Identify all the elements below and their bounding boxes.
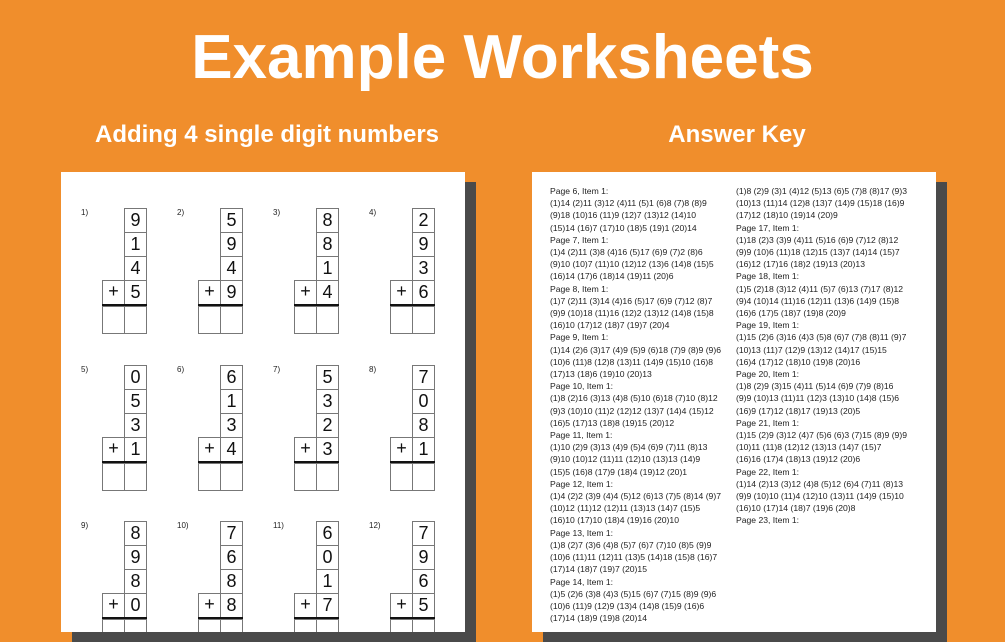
plus-sign: + <box>300 594 311 614</box>
sum-line <box>198 461 243 463</box>
digit-cell: 4 <box>220 437 243 462</box>
digit-cell: 5 <box>124 280 147 305</box>
answer-cell[interactable] <box>220 306 243 334</box>
answer-cell[interactable] <box>294 619 317 632</box>
digit-cell: 2 <box>412 208 435 233</box>
digit-cell: 1 <box>412 437 435 462</box>
plus-sign: + <box>204 281 215 301</box>
problem-1 <box>81 208 171 348</box>
problem-number: 7) <box>273 365 281 374</box>
problem-number: 10) <box>177 521 189 530</box>
operator-cell <box>390 437 413 462</box>
digit-cell: 6 <box>220 545 243 570</box>
digit-cell: 9 <box>124 208 147 233</box>
plus-sign: + <box>204 594 215 614</box>
digit-cell: 1 <box>124 437 147 462</box>
digit-cell: 9 <box>412 232 435 257</box>
sum-line <box>102 461 147 463</box>
digit-cell: 0 <box>316 545 339 570</box>
problem-number: 4) <box>369 208 377 217</box>
worksheet-heading: Adding 4 single digit numbers <box>94 121 439 148</box>
answer-key-column-2: (1)8 (2)9 (3)1 (4)12 (5)13 (6)5 (7)8 (8)17 (9)3 (10)13 (11)14 (12)8 (13)7 (14)9 (15)18 (16)9 (17)12 (18)10 (19)14 (20)9 Page 17, Item 1: (1)18 (2)3 (3)9 (4)11 (5)16 (6)9 (7)12 (8)12 (9)9 (10)6 (11)18 (12)15 (13)7 (14)14 (15)7 (16)12 (17)16 (18)2 (19)13 (20)13 Page 18, Item 1: (1)5 (2)18 (3)12 (4)11 (5)7 (6)13 (7)17 (8)12 (9)4 (10)14 (11)16 (12)11 (13)6 (14)9 (15)8 (16)6 (17)5 (18)7 (19)8 (20)9 Page 19, Item 1: (1)15 (2)6 (3)16 (4)3 (5)8 (6)7 (7)8 (8)11 (9)7 (10)13 (11)7 (12)9 (13)12 (14)17 (15)15 (16)4 (17)12 (18)10 (19)8 (20)16 Page 20, Item 1: (1)8 (2)9 (3)15 (4)11 (5)14 (6)9 (7)9 (8)16 (9)9 (10)13 (11)11 (12)3 (13)10 (14)8 (15)6 (16)9 (17)12 (18)17 (19)13 (20)5 Page 21, Item 1: (1)15 (2)9 (3)12 (4)7 (5)6 (6)3 (7)15 (8)9 (9)9 (10)11 (11)8 (12)12 (13)13 (14)7 (15)7 (16)16 (17)4 (18)13 (19)12 (20)6 Page 22, Item 1: (1)14 (2)13 (3)12 (4)8 (5)12 (6)4 (7)11 (8)13 (9)9 (10)10 (11)4 (12)10 (13)11 (14)9 (15)10 (16)10 (17)14 (18)7 (19)6 (20)8 Page 23, Item 1: <box>736 186 907 526</box>
sum-line <box>102 617 147 619</box>
digit-cell: 3 <box>412 256 435 281</box>
sum-line <box>390 304 435 306</box>
digit-cell: 2 <box>316 413 339 438</box>
answer-key-page <box>532 172 936 632</box>
plus-sign: + <box>300 281 311 301</box>
problem-number: 5) <box>81 365 89 374</box>
problem-number: 3) <box>273 208 281 217</box>
digit-cell: 8 <box>220 569 243 594</box>
answer-cell[interactable] <box>294 306 317 334</box>
digit-cell: 3 <box>124 413 147 438</box>
digit-cell: 7 <box>316 593 339 618</box>
operator-cell <box>198 593 221 618</box>
answer-cell[interactable] <box>124 463 147 491</box>
operator-cell <box>102 280 125 305</box>
digit-cell: 8 <box>124 569 147 594</box>
plus-sign: + <box>108 281 119 301</box>
digit-cell: 6 <box>220 365 243 390</box>
problem-number: 11) <box>273 521 284 530</box>
digit-cell: 4 <box>316 280 339 305</box>
digit-cell: 1 <box>220 389 243 414</box>
problem-number: 9) <box>81 521 89 530</box>
sum-line <box>294 461 339 463</box>
digit-cell: 9 <box>412 545 435 570</box>
operator-cell <box>294 437 317 462</box>
operator-cell <box>198 437 221 462</box>
digit-cell: 3 <box>220 413 243 438</box>
digit-cell: 9 <box>124 545 147 570</box>
operator-cell <box>102 437 125 462</box>
digit-cell: 8 <box>124 521 147 546</box>
operator-cell <box>294 593 317 618</box>
problem-12 <box>369 521 459 632</box>
digit-cell: 6 <box>412 280 435 305</box>
problem-11 <box>273 521 363 632</box>
operator-cell <box>390 280 413 305</box>
problem-number: 12) <box>369 521 381 530</box>
digit-cell: 7 <box>412 521 435 546</box>
problem-7 <box>273 365 363 505</box>
digit-cell: 5 <box>412 593 435 618</box>
operator-cell <box>198 280 221 305</box>
operator-cell <box>390 593 413 618</box>
operator-cell <box>294 280 317 305</box>
digit-cell: 8 <box>220 593 243 618</box>
answer-cell[interactable] <box>102 306 125 334</box>
problem-number: 6) <box>177 365 185 374</box>
digit-cell: 9 <box>220 280 243 305</box>
operator-cell <box>102 593 125 618</box>
digit-cell: 5 <box>316 365 339 390</box>
digit-cell: 5 <box>220 208 243 233</box>
digit-cell: 5 <box>124 389 147 414</box>
sum-line <box>390 617 435 619</box>
problem-6 <box>177 365 267 505</box>
answer-cell[interactable] <box>294 463 317 491</box>
answer-cell[interactable] <box>198 306 221 334</box>
answer-key-heading: Answer Key <box>668 121 806 148</box>
plus-sign: + <box>396 438 407 458</box>
answer-cell[interactable] <box>102 619 125 632</box>
plus-sign: + <box>396 281 407 301</box>
problem-number: 8) <box>369 365 377 374</box>
problem-number: 1) <box>81 208 89 217</box>
problem-3 <box>273 208 363 348</box>
answer-cell[interactable] <box>412 619 435 632</box>
answer-key-column-1: Page 6, Item 1: (1)14 (2)11 (3)12 (4)11 (5)1 (6)8 (7)8 (8)9 (9)18 (10)16 (11)9 (12)7 (13)12 (14)10 (15)14 (16)7 (17)10 (18)5 (19)1 (20)14 Page 7, Item 1: (1)4 (2)11 (3)8 (4)16 (5)17 (6)9 (7)2 (8)6 (9)10 (10)7 (11)10 (12)12 (13)6 (14)8 (15)5 (16)14 (17)6 (18)14 (19)11 (20)6 Page 8, Item 1: (1)7 (2)11 (3)14 (4)16 (5)17 (6)9 (7)12 (8)7 (9)9 (10)18 (11)16 (12)2 (13)12 (14)8 (15)8 (16)10 (17)12 (18)7 (19)7 (20)4 Page 9, Item 1: (1)14 (2)6 (3)17 (4)9 (5)9 (6)18 (7)9 (8)9 (9)6 (10)6 (11)8 (12)8 (13)11 (14)9 (15)10 (16)8 (17)13 (18)6 (19)10 (20)13 Page 10, Item 1: (1)8 (2)16 (3)13 (4)8 (5)10 (6)18 (7)10 (8)12 (9)3 (10)10 (11)2 (12)12 (13)7 (14)4 (15)12 (16)5 (17)13 (18)8 (19)15 (20)12 Page 11, Item 1: (1)10 (2)9 (3)13 (4)9 (5)4 (6)9 (7)11 (8)13 (9)10 (10)12 (11)11 (12)10 (13)13 (14)9 (15)5 (16)8 (17)9 (18)4 (19)12 (20)1 Page 12, Item 1: (1)4 (2)2 (3)9 (4)4 (5)12 (6)13 (7)5 (8)14 (9)7 (10)12 (11)12 (12)11 (13)13 (14)7 (15)5 (16)10 (17)10 (18)4 (19)16 (20)10 Page 13, Item 1: (1)8 (2)7 (3)6 (4)8 (5)7 (6)7 (7)10 (8)5 (9)9 (10)6 (11)11 (12)11 (13)5 (14)18 (15)8 (16)7 (17)14 (18)7 (19)7 (20)15 Page 14, Item 1: (1)5 (2)6 (3)8 (4)3 (5)15 (6)7 (7)15 (8)9 (9)6 (10)6 (11)9 (12)9 (13)4 (14)8 (15)9 (16)6 (17)14 (18)9 (19)8 (20)14 <box>550 186 721 624</box>
answer-cell[interactable] <box>198 463 221 491</box>
plus-sign: + <box>396 594 407 614</box>
plus-sign: + <box>108 438 119 458</box>
digit-cell: 7 <box>412 365 435 390</box>
answer-cell[interactable] <box>198 619 221 632</box>
problem-5 <box>81 365 171 505</box>
digit-cell: 8 <box>316 232 339 257</box>
worksheet-page <box>61 172 465 632</box>
digit-cell: 3 <box>316 389 339 414</box>
digit-cell: 1 <box>124 232 147 257</box>
plus-sign: + <box>108 594 119 614</box>
digit-cell: 0 <box>124 365 147 390</box>
answer-cell[interactable] <box>412 306 435 334</box>
digit-cell: 0 <box>412 389 435 414</box>
digit-cell: 6 <box>316 521 339 546</box>
sum-line <box>294 617 339 619</box>
sum-line <box>198 617 243 619</box>
problem-10 <box>177 521 267 632</box>
answer-cell[interactable] <box>316 306 339 334</box>
plus-sign: + <box>204 438 215 458</box>
answer-cell[interactable] <box>316 463 339 491</box>
digit-cell: 0 <box>124 593 147 618</box>
digit-cell: 6 <box>412 569 435 594</box>
digit-cell: 1 <box>316 256 339 281</box>
digit-cell: 8 <box>412 413 435 438</box>
answer-cell[interactable] <box>102 463 125 491</box>
digit-cell: 4 <box>220 256 243 281</box>
digit-cell: 4 <box>124 256 147 281</box>
page-title: Example Worksheets <box>191 23 814 92</box>
answer-cell[interactable] <box>124 306 147 334</box>
digit-cell: 1 <box>316 569 339 594</box>
sum-line <box>390 461 435 463</box>
plus-sign: + <box>300 438 311 458</box>
digit-cell: 8 <box>316 208 339 233</box>
answer-cell[interactable] <box>390 463 413 491</box>
digit-cell: 3 <box>316 437 339 462</box>
sum-line <box>198 304 243 306</box>
answer-cell[interactable] <box>316 619 339 632</box>
answer-cell[interactable] <box>220 463 243 491</box>
sum-line <box>294 304 339 306</box>
answer-cell[interactable] <box>220 619 243 632</box>
answer-cell[interactable] <box>390 619 413 632</box>
digit-cell: 9 <box>220 232 243 257</box>
digit-cell: 7 <box>220 521 243 546</box>
problem-4 <box>369 208 459 348</box>
problem-number: 2) <box>177 208 185 217</box>
problem-2 <box>177 208 267 348</box>
problem-9 <box>81 521 171 632</box>
problem-8 <box>369 365 459 505</box>
answer-cell[interactable] <box>412 463 435 491</box>
sum-line <box>102 304 147 306</box>
answer-cell[interactable] <box>124 619 147 632</box>
answer-cell[interactable] <box>390 306 413 334</box>
